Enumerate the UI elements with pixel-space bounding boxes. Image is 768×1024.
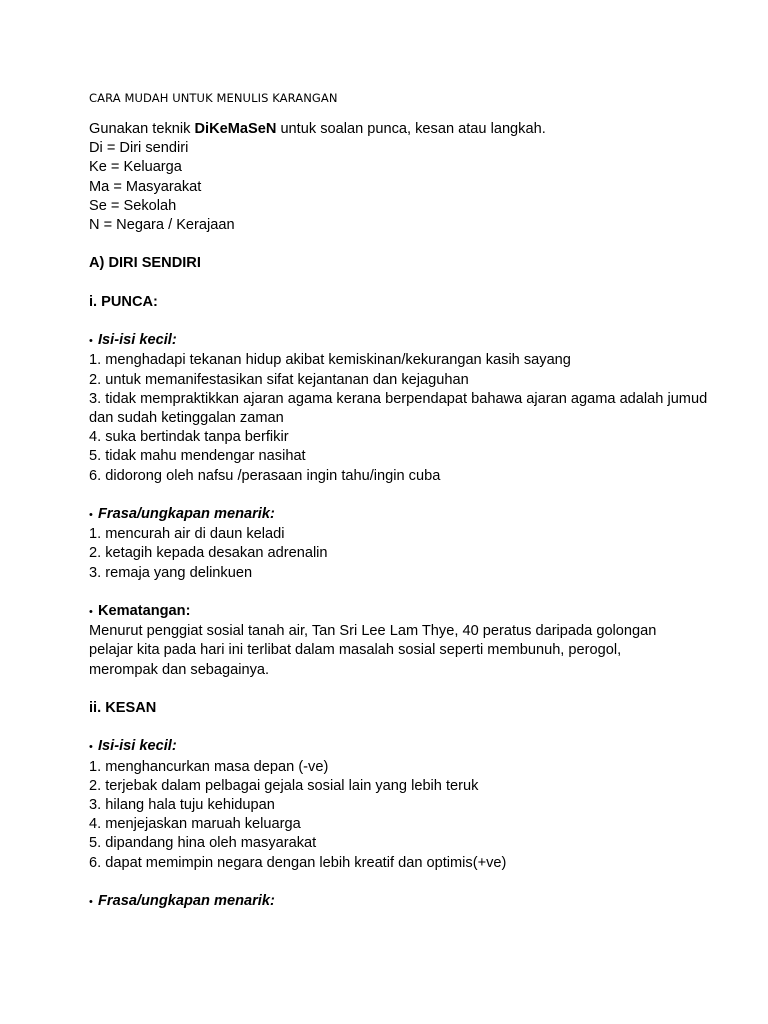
bullet-icon: • bbox=[89, 896, 93, 908]
intro-line bbox=[89, 120, 729, 139]
punca-isi-label-text: Isi-isi kecil: bbox=[98, 332, 177, 349]
spacer bbox=[89, 235, 729, 254]
spacer bbox=[89, 718, 729, 737]
list-item: 4. menjejaskan maruah keluarga bbox=[89, 816, 301, 833]
list-item: 6. didorong oleh nafsu /perasaan ingin tahu/ingin cuba bbox=[89, 467, 441, 484]
list-item: 5. dipandang hina oleh masyarakat bbox=[89, 835, 317, 852]
spacer bbox=[89, 583, 729, 602]
list-item: 2. untuk memanifestasikan sifat kejantanan dan kejaguhan bbox=[89, 371, 469, 388]
legend-item: Se = Sekolah bbox=[89, 197, 177, 214]
document-title: CARA MUDAH UNTUK MENULIS KARANGAN bbox=[89, 91, 338, 105]
intro-technique-name: DiKeMaSeN bbox=[194, 121, 277, 137]
list-item: 1. menghadapi tekanan hidup akibat kemiskinan/kekurangan kasih sayang bbox=[89, 352, 571, 369]
spacer bbox=[89, 274, 729, 293]
list-item: 4. suka bertindak tanpa berfikir bbox=[89, 429, 289, 446]
kesan-heading: ii. KESAN bbox=[89, 700, 157, 716]
list-item: 1. menghancurkan masa depan (-ve) bbox=[89, 758, 329, 775]
section-a-heading: A) DIRI SENDIRI bbox=[89, 255, 201, 272]
punca-isi-label bbox=[89, 331, 729, 351]
kematangan-label-text: Kematangan: bbox=[98, 603, 191, 619]
legend-item: Ke = Keluarga bbox=[89, 159, 182, 176]
spacer bbox=[89, 486, 729, 505]
kesan-frasa-label-text: Frasa/ungkapan menarik: bbox=[98, 893, 275, 909]
kematangan-paragraph: Menurut penggiat sosial tanah air, Tan Sri Lee Lam Thye, 40 peratus daripada golongan pelajar kita pada hari ini terlibat dalam masalah sosial seperti membunuh, perogol, merompak dan sebagainya. bbox=[89, 623, 657, 678]
list-item: 3. remaja yang delinkuen bbox=[89, 564, 253, 581]
punca-heading: i. PUNCA: bbox=[89, 293, 158, 310]
spacer bbox=[89, 873, 729, 892]
bullet-icon: • bbox=[89, 335, 93, 348]
bullet-icon: • bbox=[89, 741, 93, 754]
list-item: 2. terjebak dalam pelbagai gejala sosial lain yang lebih teruk bbox=[89, 777, 479, 794]
list-item: 6. dapat memimpin negara dengan lebih kreatif dan optimis(+ve) bbox=[89, 854, 507, 871]
legend-item: N = Negara / Kerajaan bbox=[89, 217, 235, 234]
list-item: 2. ketagih kepada desakan adrenalin bbox=[89, 545, 328, 562]
intro-text-end: untuk soalan punca, kesan atau langkah. bbox=[276, 121, 546, 137]
list-item: 1. mencurah air di daun keladi bbox=[89, 526, 285, 543]
kesan-isi-label-text: Isi-isi kecil: bbox=[98, 738, 177, 755]
legend-item: Ma = Masyarakat bbox=[89, 178, 202, 195]
punca-frasa-label-text: Frasa/ungkapan menarik: bbox=[98, 506, 275, 522]
list-item: 5. tidak mahu mendengar nasihat bbox=[89, 448, 306, 465]
kesan-frasa-label bbox=[89, 892, 729, 912]
legend-item: Di = Diri sendiri bbox=[89, 140, 189, 157]
spacer bbox=[89, 680, 729, 699]
document-page bbox=[89, 90, 729, 912]
intro-text: Gunakan teknik bbox=[89, 121, 195, 137]
spacer bbox=[89, 312, 729, 331]
list-item: 3. tidak mempraktikkan ajaran agama kerana berpendapat bahawa ajaran agama adalah jumud dan sudah ketinggalan zaman bbox=[89, 390, 708, 426]
bullet-icon: • bbox=[89, 509, 93, 521]
punca-frasa-label bbox=[89, 505, 729, 525]
kematangan-label bbox=[89, 602, 729, 622]
bullet-icon: • bbox=[89, 606, 93, 618]
list-item: 3. hilang hala tuju kehidupan bbox=[89, 797, 275, 813]
kesan-isi-label bbox=[89, 737, 729, 757]
